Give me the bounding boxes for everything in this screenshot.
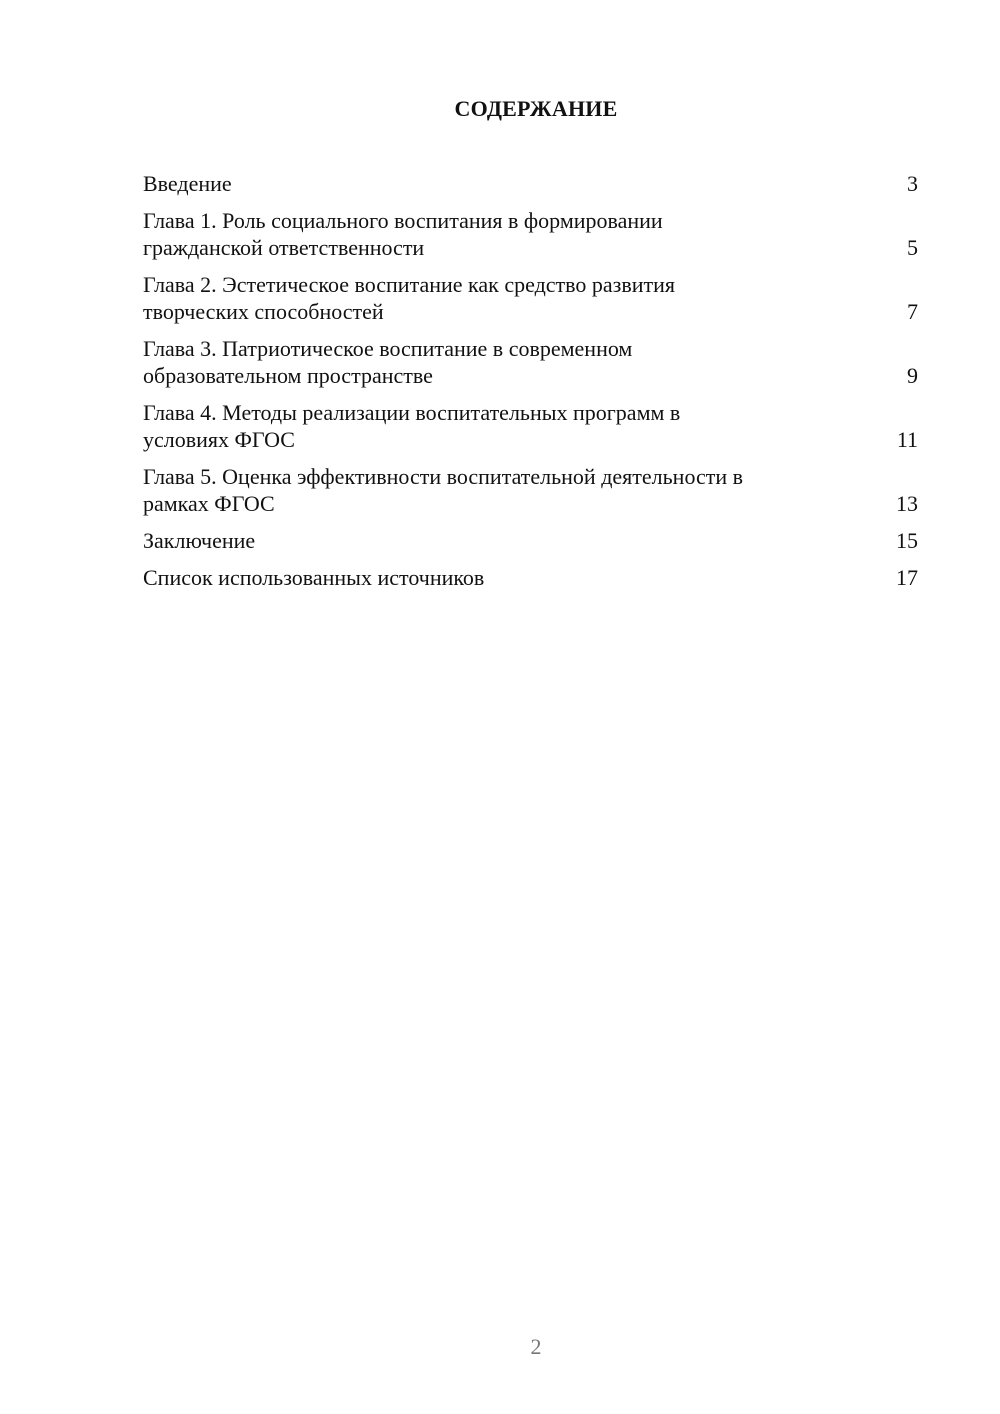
toc-entry-conclusion <box>143 527 918 554</box>
toc-entry-chapter-4 <box>143 399 918 453</box>
toc-entry-page: 17 <box>896 565 918 590</box>
toc-entry-text-line1: Глава 2. Эстетическое воспитание как средство развития <box>143 272 676 297</box>
toc-title: СОДЕРЖАНИЕ <box>454 96 618 121</box>
toc-entry-chapter-3 <box>143 335 918 389</box>
toc-entry-text-line1: Глава 1. Роль социального воспитания в формировании <box>143 208 663 233</box>
toc-entry-text: Список использованных источников <box>143 565 485 590</box>
toc-entry-page: 13 <box>896 491 918 516</box>
page-number: 2 <box>530 1334 542 1359</box>
toc-entry-text-line2: гражданской ответственности <box>143 235 425 260</box>
toc-entry-introduction <box>143 170 918 197</box>
toc-entry-text-line1: Глава 5. Оценка эффективности воспитательной деятельности в <box>143 464 744 489</box>
toc-entry-chapter-2 <box>143 271 918 325</box>
toc-entry-text: Заключение <box>143 528 256 553</box>
toc-entry-text-line2: условиях ФГОС <box>143 427 295 452</box>
table-of-contents <box>143 170 918 601</box>
toc-entry-text-line2: образовательном пространстве <box>143 363 433 388</box>
toc-entry-page: 5 <box>907 235 918 260</box>
toc-entry-page: 9 <box>907 363 918 388</box>
toc-entry-references <box>143 564 918 591</box>
toc-entry-page: 11 <box>896 427 918 452</box>
toc-entry-text-line2: рамках ФГОС <box>143 491 275 516</box>
toc-entry-page: 7 <box>907 299 918 324</box>
toc-entry-page: 15 <box>896 528 918 553</box>
toc-entry-chapter-1 <box>143 207 918 261</box>
toc-entry-chapter-5 <box>143 463 918 517</box>
toc-entry-text-line1: Глава 4. Методы реализации воспитательных программ в <box>143 400 681 425</box>
toc-entry-text-line1: Глава 3. Патриотическое воспитание в современном <box>143 336 633 361</box>
toc-entry-text: Введение <box>143 171 232 196</box>
toc-entry-text-line2: творческих способностей <box>143 299 384 324</box>
toc-entry-page: 3 <box>907 171 918 196</box>
